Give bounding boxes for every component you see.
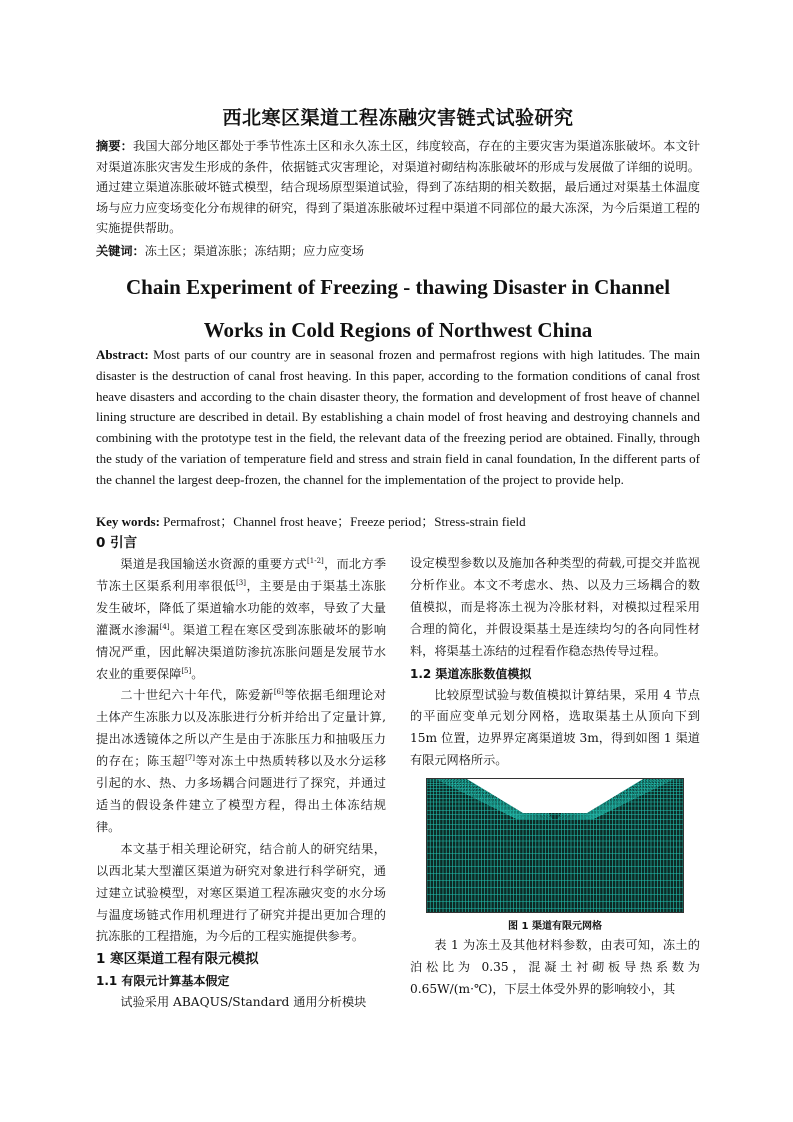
figure-1-caption: 图 1 渠道有限元网格: [508, 921, 602, 933]
keywords-cn-text: 冻土区；渠道冻胀；冻结期；应力应变场: [144, 244, 365, 258]
keywords-en-text: Permafrost；Channel frost heave；Freeze period；Stress-strain field: [163, 514, 526, 529]
keywords-english: [96, 512, 700, 532]
keywords-cn-label: 关键词：: [96, 244, 145, 258]
left-column: [96, 532, 386, 1014]
fe-mesh-graphic: [427, 779, 683, 912]
section-1-2-paragraph-1: 比较原型试验与数值模拟计算结果，采用 4 节点的平面应变单元划分网格，选取渠基土从顶向下到 15m 位置，边界界定离渠道坡 3m，得到如图 1 渠道有限元网格所示。: [410, 687, 700, 768]
abstract-cn-label: 摘要：: [96, 139, 133, 153]
right-column: [410, 553, 700, 1001]
section-1-1-paragraph-cont: 设定模型参数以及施加各种类型的荷载,可提交并监视分析作业。本文不考虑水、热、以及力三场耦合的数值模拟，而是将冻土视为冷胀材料，对模拟过程采用合理的简化，并假设渠基土是连续均匀的各向同性材料，将渠基土冻结的过程看作稳态热传导过程。: [410, 556, 700, 658]
intro-paragraph-3: 本文基于相关理论研究，结合前人的研究结果，以西北某大型灌区渠道为研究对象进行科学研究，通过建立试验模型，对寒区渠道工程冻融灾变的水分场与温度场链式作用机理进行了研究并提出更加合理的抗冻胀的工程措施，为今后的工程实施提供参考。: [96, 841, 386, 944]
section-1-2-paragraph-2: 表 1 为冻土及其他材料参数，由表可知，冻土的泊松比为 0.35，混凝土衬砌板导热系数为 0.65W/(m·℃)，下层土体受外界的影响较小，其: [410, 938, 700, 996]
intro-paragraph-2: 二十世纪六十年代，陈爱新[6]等依据毛细理论对土体产生冻胀力以及冻胀进行分析并给出了定量计算,提出冰透镜体之所以产生是由于冻胀压力和抽吸压力的存在；陈玉超[7]等对冻土中热质转移以及水分运移引起的水、热、力多场耦合问题进行了探究，并通过适当的假设条件建立了模型方程，得出土体冻结规律。: [96, 688, 387, 834]
abstract-chinese: [96, 136, 700, 239]
keywords-en-label: Key words:: [96, 514, 160, 529]
abstract-en-text: Most parts of our country are in seasonal frozen and permafrost regions with high latitudes. The main disaster is the destruction of canal frost heaving. In this paper, according to the formation conditions of canal frost heave disasters and according to the chain disaster theory, the formation and development of frost heave of channel lining structure are described in detail. By establishing a chain model of frost heaving and destroying channels and combining with the prototype test in the field, the relevant data of the freezing period are obtained. Finally, through the study of the variation of temperature field and stress and strain field in canal foundation, In the different parts of the channel the largest deep-frozen, the channel for the implementation of the project to provide help.: [96, 347, 700, 487]
title-chinese: 西北寒区渠道工程冻融灾害链式试验研究: [222, 107, 574, 129]
abstract-en-label: Abstract:: [96, 347, 149, 362]
section-1-1-paragraph-start: 试验采用 ABAQUS/Standard 通用分析模块: [120, 995, 367, 1010]
figure-1-fe-mesh: [426, 778, 684, 913]
title-en-line2: Works in Cold Regions of Northwest China: [203, 318, 593, 342]
section-1-2-heading: 1.2 渠道冻胀数值模拟: [410, 666, 532, 681]
abstract-cn-text: 我国大部分地区都处于季节性冻土区和永久冻土区，纬度较高，存在的主要灾害为渠道冻胀破坏。本文针对渠道冻胀灾害发生形成的条件，依据链式灾害理论，对渠道衬砌结构冻胀破坏的形成与发展做了详细的说明。通过建立渠道冻胀破坏链式模型，结合现场原型渠道试验，得到了冻结期的相关数据，最后通过对渠基土体温度场与应力应变场变化分布规律的研究，得到了渠道冻胀破坏过程中渠道不同部位的最大冻深，为今后渠道工程的实施提供帮助。: [96, 139, 701, 235]
section-1-1-heading: 1.1 有限元计算基本假定: [96, 974, 230, 989]
keywords-chinese: [96, 242, 700, 260]
abstract-english: [96, 345, 700, 491]
section-0-heading: 0 引言: [96, 535, 138, 551]
title-english: [96, 266, 700, 352]
intro-paragraph-1: 渠道是我国输送水资源的重要方式[1-2]，而北方季节冻土区渠系利用率很低[3]，主要是由于渠基土冻胀发生破坏，降低了渠道输水功能的效率，导致了大量灌溉水渗漏[4]。渠道工程在寒区受到冻胀破坏的影响情况严重，因此解决渠道防渗抗冻胀问题是发展节水农业的重要保障[5]。: [96, 556, 387, 681]
title-en-line1: Chain Experiment of Freezing - thawing Disaster in Channel: [125, 275, 671, 299]
section-1-heading: 1 寒区渠道工程有限元模拟: [96, 951, 259, 968]
